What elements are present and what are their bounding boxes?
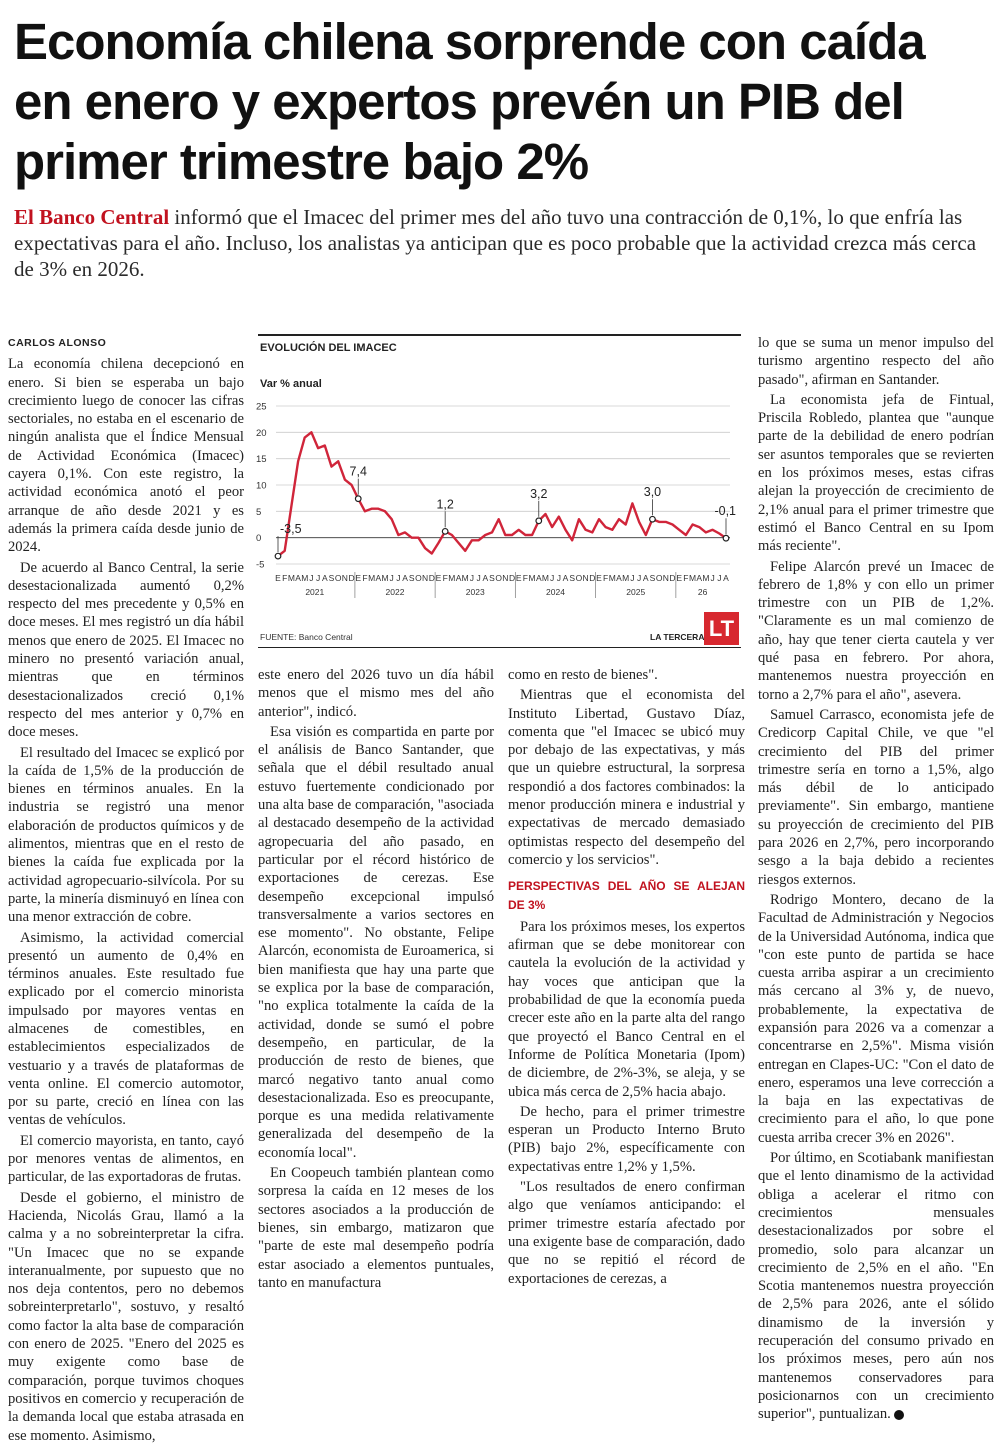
x-month-label: N [582, 573, 589, 583]
article-column-2 [258, 666, 494, 1291]
paragraph: lo que se suma un menor impulso del turismo argentino respecto del año pasado", afirman en Santander. [758, 335, 994, 388]
x-month-label: A [295, 573, 301, 583]
paragraph: Felipe Alarcón prevé un Imacec de febrero de 1,8% y con ello un primer trimestre con un PIB de 1,2%. "Claramente es un mal comienzo de año, hay que tener cierta cautela y ver qué pasa en febrero. Por ahora, mantenemos nuestra proyección en torno a 2,7% para el año", asevera. [758, 558, 994, 703]
x-month-label: A [482, 573, 489, 583]
data-point-marker [355, 496, 361, 502]
data-label: 1,2 [436, 497, 454, 512]
data-point-marker [536, 518, 542, 524]
x-year-label: 2024 [546, 587, 565, 597]
x-month-label: N [662, 573, 669, 583]
x-month-label: A [562, 573, 569, 583]
data-point-marker [442, 529, 448, 535]
x-month-label: S [489, 573, 495, 583]
paragraph: La economista jefa de Fintual, Priscila Robledo, plantea que "aunque parte de la debilidad de enero podrían ser asuntos temporales que se revierten en los próximos meses, estas cifras alejan la proyección de crecimiento de 2,1% anual para el primer trimestre que estimó el Banco Central en su Ipom más reciente". [758, 391, 994, 555]
x-month-label: M [301, 573, 309, 583]
paragraph-text: Por último, en Scotiabank manifiestan que el lento dinamismo de la actividad obliga a acelerar el ritmo con crecimientos mensuales desestacionalizados por sobre el promedio, solo para alcanzar un crecimiento de 2,5% en el año. "En Scotia mantenemos nuestra proyección de 2,5% para 2026, ante el sólido dinamismo de la inversión y recuperación del consumo privado en los próximos meses, pero aún nos mantenemos conservadores para posicionarnos con un crecimiento superior", puntualizan. [758, 1150, 994, 1423]
data-point-marker [650, 516, 656, 522]
paragraph: Esa visión es compartida en parte por el análisis de Banco Santander, que señala que el débil resultado anual estuvo fuertemente condicionado por una alta base de comparación, "asociada al destacado desempeño de la actividad agropecuaria del año pasado, en particular por el récord histórico de exportaciones de cerezas. Ese desempeño excepcional impulsó transversalmente a varios sectores en ese momento". No obstante, Felipe Alarcón, economista de Euroamerica, si bien manifiesta que hay una parte que se explica por la base de comparación, "no explica totalmente la caída de la actividad, donde se sumó el pobre desempeño, en particular, de la producción de resto de bienes, que marcó negativo tanto anual como desestacionalizada. Eso es preocupante, porque es una medida relativamente generalizada del desempeño de la economía local". [258, 723, 494, 1161]
x-month-label: F [522, 573, 529, 583]
x-month-label: J [315, 573, 321, 583]
lede-lead-in: El Banco Central [14, 205, 170, 229]
x-month-label: S [649, 573, 656, 583]
x-month-label: A [321, 573, 328, 583]
x-month-label: N [422, 573, 429, 583]
x-month-label: J [469, 573, 475, 583]
x-month-label: F [442, 573, 448, 583]
x-month-label: J [717, 573, 722, 583]
x-month-label: M [368, 573, 376, 583]
x-month-label: J [309, 573, 314, 583]
chart-brand: LA TERCERA [650, 632, 705, 642]
x-month-label: J [556, 573, 561, 583]
x-month-label: M [448, 573, 456, 583]
imacec-chart [252, 334, 746, 652]
x-month-label: S [569, 573, 576, 583]
chart-y-label: Var % anual [260, 378, 322, 390]
x-month-label: M [608, 573, 616, 583]
paragraph: El comercio mayorista, en tanto, cayó por menores ventas de alimentos, en particular, de las exportadoras de frutas. [8, 1132, 244, 1186]
x-month-label: E [676, 573, 683, 583]
chart-title: EVOLUCIÓN DEL IMACEC [260, 342, 397, 354]
y-tick-label: 0 [256, 533, 262, 545]
paragraph: En Coopeuch también plantean como sorpresa la caída en 12 meses de los sectores asociados a la producción de bienes, sin embargo, matizaron que "parte de este mal desempeño podría estar asociado a elementos puntuales, tanto en manufactura [258, 1165, 494, 1291]
x-month-label: E [275, 573, 281, 583]
x-month-label: E [596, 573, 602, 583]
x-month-label: M [541, 573, 550, 583]
chart-top-rule [258, 334, 741, 336]
x-year-label: 2025 [626, 587, 646, 597]
x-month-label: N [502, 573, 509, 583]
paragraph: Samuel Carrasco, economista jefe de Credicorp Capital Chile, ve que "el crecimiento del PIB del primer trimestre sería en torno a 1,5%, algo más débil de lo anticipado previamente". Sin embargo, mantiene su proyección de crecimiento del PIB para 2026 en 2,7%, pero incorporando sesgo a la baja debido a recientes riesgos externos. [758, 706, 994, 888]
x-month-label: A [723, 573, 729, 583]
paragraph: Rodrigo Montero, decano de la Facultad de Administración y Negocios de la Universidad Autónoma, indica que "con este punto de partida se hace cuesta arriba aspirar a un crecimiento más cercano al 3% y, de nuevo, probablemente, la expectativa de expansión para 2026 va a comenzar a concentrarse en 2,5%". Misma visión entregan en Clapes-UC: "Con el dato de enero, esperamos una leve corrección a la baja en las expectativas de crecimiento para el año, lo que pone cuesta arriba crecer 3% en 2026". [758, 891, 994, 1146]
la-tercera-logo: LT [704, 612, 739, 645]
paragraph: Desde el gobierno, el ministro de Hacienda, Nicolás Grau, llamó a la calma y a no sobreinterpretar la cifra. "Un Imacec que no se expande interanualmente, por supuesto que no nos deja contentos, pero no debemos sobreinterpretarlo", sostuvo, y resaltó como factor la alta base de comparación con enero de 2025. "Enero del 2025 es muy exigente como base de comparación, porque tuvimos choques positivos en comercio y recuperación de la demanda local que estaba atrasada en ese momento. Asimismo, [8, 1189, 244, 1444]
data-label: 3,0 [643, 485, 662, 500]
y-tick-label: -5 [256, 559, 265, 571]
x-year-label: 2021 [305, 587, 325, 597]
x-month-label: M [702, 573, 710, 583]
x-month-label: J [389, 573, 394, 583]
x-month-label: A [616, 573, 622, 583]
x-month-label: E [355, 573, 362, 583]
byline: CARLOS ALONSO [8, 337, 107, 349]
x-month-label: O [495, 573, 502, 583]
x-month-label: J [710, 573, 715, 583]
x-year-label: 26 [697, 587, 708, 597]
article-column-1 [8, 334, 244, 1444]
x-month-label: F [282, 573, 288, 583]
lede-text: informó que el Imacec del primer mes del año tuvo una contracción de 0,1%, lo que enfría las expectativas para el año. Incluso, los analistas ya anticipan que es poco probable que la actividad crezca más cerca de 3% en 2026. [14, 205, 977, 281]
paragraph: Para los próximos meses, los expertos afirman que se debe monitorear con cautela la evolución de la actividad y hay voces que anticipan que la probabilidad de que la economía pueda crecer este año en la parte alta del rango que proyectó el Banco Central en el Informe de Política Monetaria (Ipom) de diciembre, de 2%-3%, se aleja, y se ubica más cerca de 2,5% hacia abajo. [508, 918, 745, 1100]
data-point-marker [275, 553, 281, 559]
x-month-label: A [402, 573, 408, 583]
x-month-label: J [476, 573, 481, 583]
y-tick-label: 20 [256, 427, 267, 439]
x-month-label: E [435, 573, 442, 583]
x-month-label: A [535, 573, 542, 583]
headline: Economía chilena sorprende con caída en enero y expertos prevén un PIB del primer trimestre bajo 2% [14, 13, 925, 190]
x-month-label: N [341, 573, 348, 583]
paragraph: El resultado del Imacec se explicó por la caída de 1,5% de la producción de bienes en términos anuales. En la industria se registró una menor elaboración de productos químicos y de alimentos, mientras que en el resto de bienes la caída fue explicada por la actividad agropecuario-silvícola. Por su parte, la minería disminuyó en línea con una menor extracción de cobre. [8, 744, 244, 926]
data-point-marker [723, 535, 729, 541]
x-month-label: O [655, 573, 663, 583]
x-month-label: O [415, 573, 422, 583]
x-month-label: O [575, 573, 583, 583]
paragraph [758, 1149, 994, 1423]
x-month-label: D [589, 573, 596, 583]
x-month-label: D [428, 573, 435, 583]
x-month-label: A [642, 573, 649, 583]
x-month-label: F [603, 573, 609, 583]
x-month-label: S [328, 573, 335, 583]
x-month-label: J [630, 573, 635, 583]
x-month-label: M [381, 573, 389, 583]
paragraph: La economía chilena decepcionó en enero. Si bien se esperaba un bajo crecimiento luego de conocer las cifras sectoriales, no estaba en el escenario de ningún analista que el Índice Mensual de Actividad Económica (Imacec) cayera 0,1%. Con este registro, la actividad económica anotó el peor arranque de año desde 2021 y es además la primera caída desde junio de 2024. [8, 356, 244, 556]
paragraph: Mientras que el economista del Instituto Libertad, Gustavo Díaz, comenta que "el Imacec se ubicó muy por debajo de las expectativas, y más que un quiebre estructural, la sorpresa respondió a dos factores combinados: la menor producción minera e industrial y expectativas de mercado demasiado optimistas respecto del desempeño del comercio y los servicios". [508, 687, 745, 868]
x-month-label: S [408, 573, 415, 583]
data-label: 3,2 [530, 486, 548, 501]
x-month-label: M [461, 573, 469, 583]
y-tick-label: 15 [256, 454, 267, 466]
paragraph: "Los resultados de enero confirman algo que veníamos anticipando: el primer trimestre estaría afectado por una exigente base de comparación, dado que no se repitió el récord de exportaciones de cerezas, a [508, 1179, 745, 1287]
x-month-label: A [696, 573, 703, 583]
data-label: -0,1 [714, 504, 736, 519]
x-month-label: D [348, 573, 355, 583]
y-tick-label: 25 [256, 401, 267, 413]
x-month-label: M [689, 573, 697, 583]
x-month-label: E [515, 573, 522, 583]
x-month-label: M [622, 573, 630, 583]
article-column-4 [758, 334, 994, 1423]
y-tick-label: 5 [256, 506, 262, 518]
x-month-label: M [287, 573, 295, 583]
x-month-label: A [455, 573, 462, 583]
x-month-label: A [375, 573, 382, 583]
end-mark-icon: P [894, 1410, 904, 1420]
paragraph: este enero del 2026 tuvo un día hábil menos que el mismo mes del año anterior", indicó. [258, 667, 494, 720]
x-month-label: O [334, 573, 342, 583]
x-year-label: 2022 [385, 587, 405, 597]
x-month-label: J [396, 573, 401, 583]
section-subhead: PERSPECTIVAS DEL AÑO SE ALEJAN DE 3% [508, 879, 745, 912]
paragraph: De acuerdo al Banco Central, la serie desestacionalizada aumentó 0,2% respecto del mes precedente y 0,5% en doce meses. El mes registró un día hábil menos que enero de 2025. El Imacec no minero no presentó variación anual, mientras que en términos desestacionalizados creció 0,1% respecto del mes anterior y 0,7% en doce meses. [8, 559, 244, 741]
chart-source: FUENTE: Banco Central [260, 632, 353, 642]
y-tick-label: 10 [256, 480, 267, 492]
x-month-label: D [508, 573, 516, 583]
article-column-3 [508, 666, 745, 1287]
x-month-label: F [683, 573, 689, 583]
paragraph: De hecho, para el primer trimestre esperan un Producto Interno Bruto (PIB) bajo 2%, específicamente con expectativas entre 1,2% y 1,5%. [508, 1103, 745, 1175]
x-year-label: 2023 [465, 587, 485, 597]
x-month-label: D [669, 573, 676, 583]
x-month-label: M [528, 573, 536, 583]
data-label: -3,5 [280, 522, 302, 537]
x-month-label: F [362, 573, 368, 583]
lede [14, 204, 989, 282]
x-month-label: J [550, 573, 555, 583]
data-label: 7,4 [349, 464, 367, 479]
paragraph: Asimismo, la actividad comercial presentó un aumento de 0,4% en términos anuales. Este resultado fue explicado por el comercio minorista impulsado por mayores ventas en almacenes de comestibles, en establecimientos especializados de vestuario y a través de plataformas de venta online. El comercio automotor, por su parte, creció en línea con las ventas de vehículos. [8, 929, 244, 1129]
x-month-label: J [636, 573, 642, 583]
chart-plot [252, 394, 746, 624]
chart-bottom-rule [258, 647, 741, 648]
paragraph: como en resto de bienes". [508, 667, 658, 683]
